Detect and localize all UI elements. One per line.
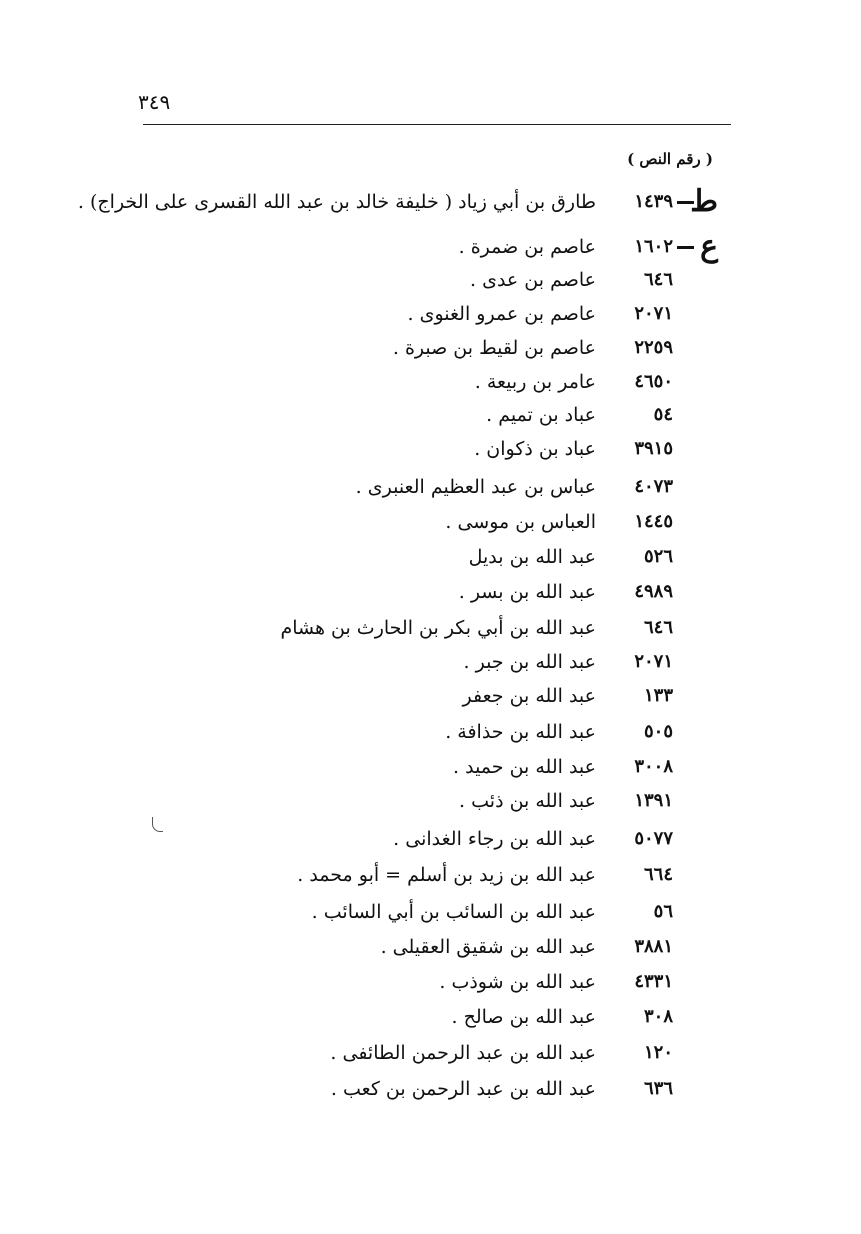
entry-name: عبد الله بن شوذب . — [439, 971, 596, 993]
entry-number: ١٦٠٢ — [634, 236, 673, 257]
index-entry — [0, 398, 861, 432]
entry-name: عبد الله بن بديل — [468, 546, 596, 568]
entry-number: ١٤٣٩ — [634, 191, 673, 212]
index-entry — [0, 297, 861, 331]
index-entry — [0, 1000, 861, 1034]
entry-name: عاصم بن لقيط بن صبرة . — [392, 337, 596, 359]
index-entry — [0, 432, 861, 466]
entry-number: ١٣٣ — [643, 685, 673, 706]
entry-number: ٢٠٧١ — [634, 651, 673, 672]
entry-number: ٥٤ — [653, 404, 673, 425]
entry-number: ١٣٩١ — [634, 790, 673, 811]
index-entry — [0, 611, 861, 645]
entry-number: ٣٠٨ — [643, 1006, 673, 1027]
entry-number: ١٢٠ — [643, 1042, 673, 1063]
entry-name: عباد بن ذكوان . — [474, 438, 596, 460]
entry-number: ٥٠٧٧ — [634, 828, 673, 849]
entry-name: عبد الله بن بسر . — [458, 581, 596, 603]
index-entry — [0, 470, 861, 504]
section-letter-ain: ع — [700, 229, 718, 264]
entry-number: ٤٩٨٩ — [634, 581, 673, 602]
entry-name: عبد الله بن جبر . — [463, 651, 596, 673]
entry-name: عبد الله بن ذئب . — [459, 790, 596, 812]
margin-pen-mark — [152, 817, 163, 832]
entry-name: عبد الله بن حميد . — [453, 756, 596, 778]
index-entry — [0, 185, 861, 219]
index-entry — [0, 505, 861, 539]
index-entry — [0, 540, 861, 574]
index-entry — [0, 331, 861, 365]
index-entry — [0, 965, 861, 999]
entry-name: عبد الله بن رجاء الغدانى . — [393, 828, 596, 850]
entry-number: ٥٢٦ — [643, 546, 673, 567]
index-entry — [0, 858, 861, 892]
index-entry — [0, 365, 861, 399]
section-dash — [677, 246, 694, 249]
entry-number: ٢٠٧١ — [634, 303, 673, 324]
index-entry — [0, 784, 861, 818]
section-letter-ta: ط — [690, 184, 718, 219]
entry-number: ٢٢٥٩ — [634, 337, 673, 358]
entry-name: عاصم بن ضمرة . — [458, 236, 596, 258]
entry-name: طارق بن أبي زياد ( خليفة خالد بن عبد الله القسرى على الخراج) . — [77, 191, 596, 213]
entry-name: عبد الله بن زيد بن أسلم = أبو محمد . — [297, 864, 596, 886]
index-entry — [0, 645, 861, 679]
entry-name: عاصم بن عدى . — [470, 269, 596, 291]
entry-name: عبد الله بن جعفر — [462, 685, 596, 707]
index-entry — [0, 895, 861, 929]
index-entry — [0, 750, 861, 784]
index-entry — [0, 822, 861, 856]
entry-name: عبد الله بن صالح . — [451, 1006, 596, 1028]
entry-name: عبد الله بن شقيق العقيلى . — [380, 936, 596, 958]
entry-name: عبد الله بن عبد الرحمن الطائفى . — [330, 1042, 596, 1064]
entry-name: عباد بن تميم . — [486, 404, 596, 426]
index-entry — [0, 1036, 861, 1070]
entry-number: ١٤٤٥ — [634, 511, 673, 532]
entry-number: ٦٣٦ — [643, 1078, 673, 1099]
entry-number: ٣٩١٥ — [634, 438, 673, 459]
entry-number: ٥٦ — [653, 901, 673, 922]
entry-number: ٦٤٦ — [643, 269, 673, 290]
entry-number: ٣٠٠٨ — [634, 756, 673, 777]
page-number: ٣٤٩ — [138, 90, 171, 114]
index-entry — [0, 1072, 861, 1106]
entry-name: عباس بن عبد العظيم العنبرى . — [355, 476, 596, 498]
entry-name: عامر بن ربيعة . — [474, 371, 596, 393]
index-entry — [0, 230, 861, 264]
entry-name: عبد الله بن حذافة . — [445, 721, 596, 743]
entry-name: العباس بن موسى . — [445, 511, 596, 533]
entry-number: ٤٠٧٣ — [634, 476, 673, 497]
index-entry — [0, 263, 861, 297]
section-dash — [677, 201, 694, 204]
index-entry — [0, 930, 861, 964]
index-entry — [0, 575, 861, 609]
entry-name: عبد الله بن السائب بن أبي السائب . — [311, 901, 596, 923]
entry-name: عبد الله بن أبي بكر بن الحارث بن هشام — [280, 617, 596, 639]
entry-number: ٥٠٥ — [643, 721, 673, 742]
entry-number: ٦٤٦ — [643, 617, 673, 638]
entry-name: عبد الله بن عبد الرحمن بن كعب . — [330, 1078, 596, 1100]
entry-number: ٣٨٨١ — [634, 936, 673, 957]
index-entry — [0, 715, 861, 749]
entry-number: ٦٦٤ — [643, 864, 673, 885]
column-header-note: ( رقم النص ) — [627, 150, 713, 168]
entry-name: عاصم بن عمرو الغنوى . — [407, 303, 596, 325]
index-entry — [0, 679, 861, 713]
entry-number: ٤٣٣١ — [634, 971, 673, 992]
entry-number: ٤٦٥٠ — [634, 371, 673, 392]
